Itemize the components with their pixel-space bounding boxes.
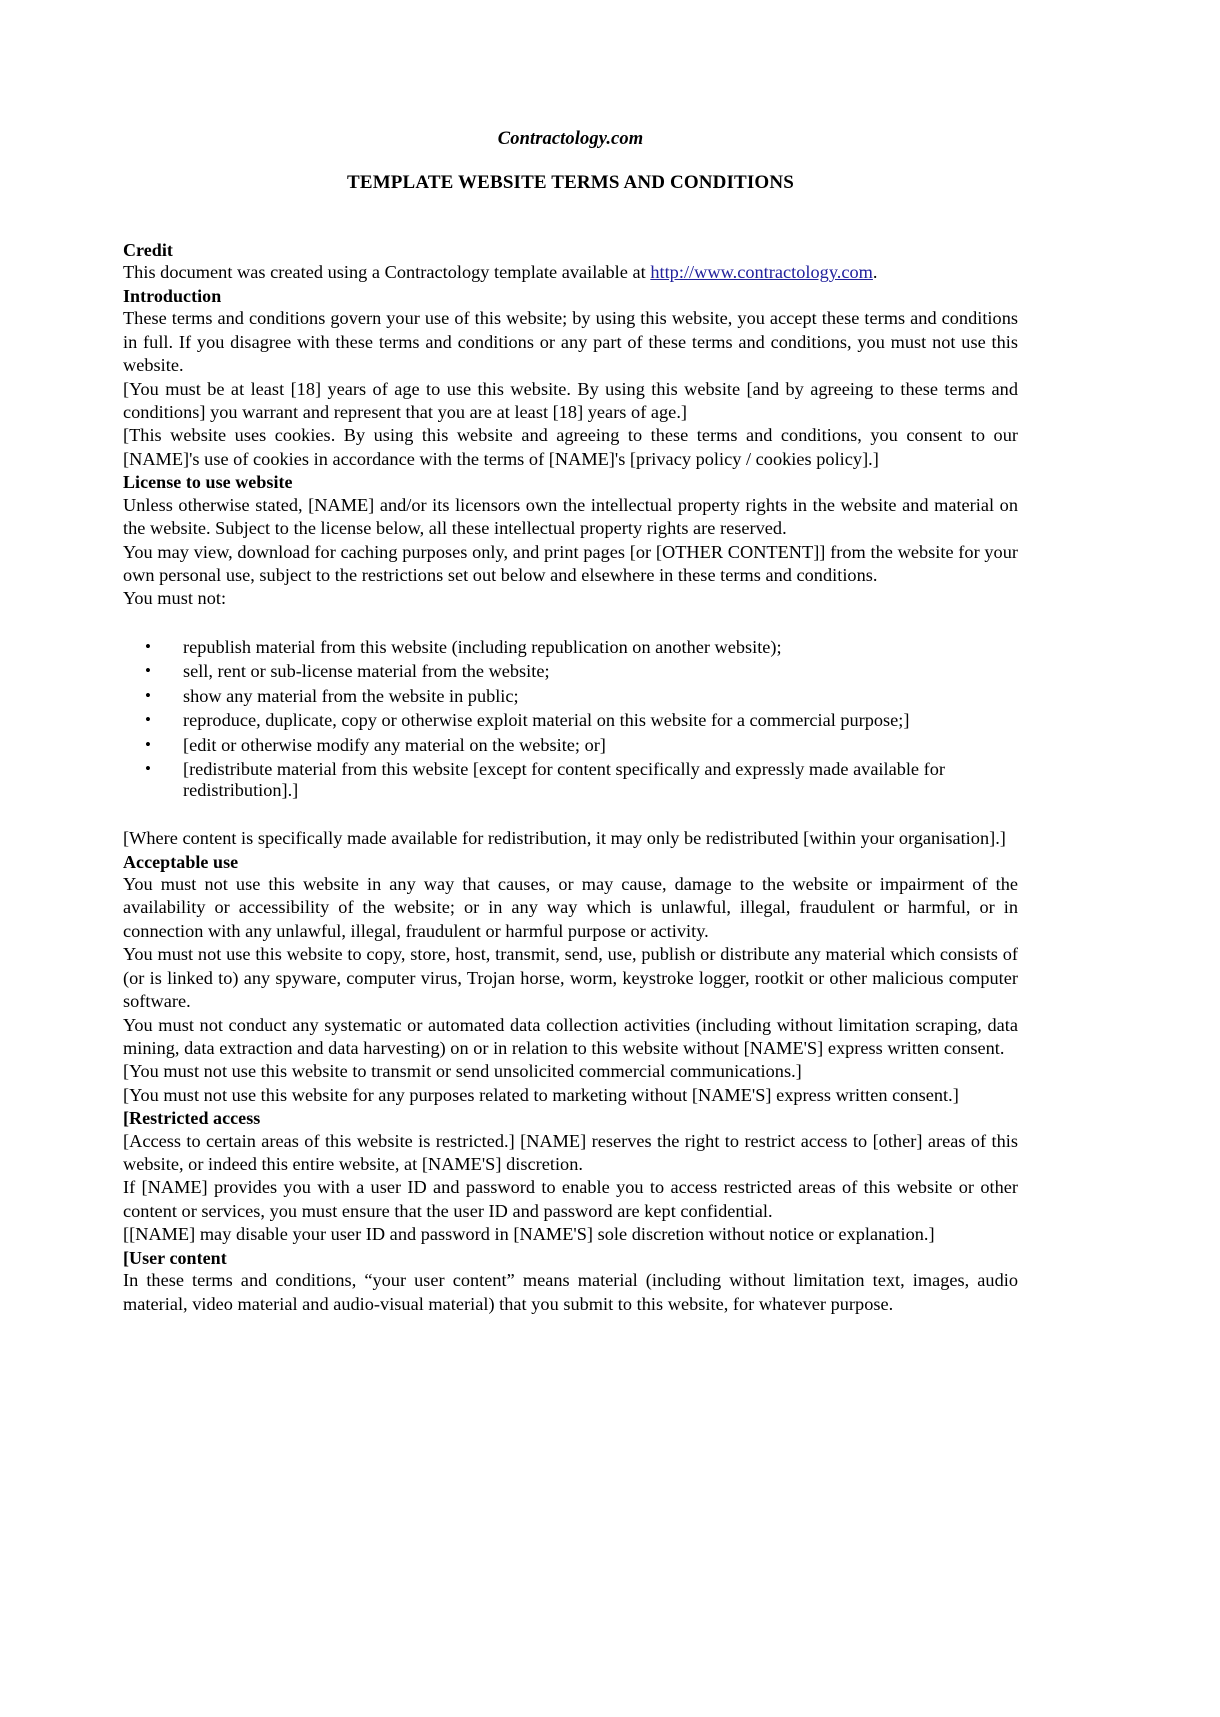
acceptable-use-paragraph-4: [You must not use this website to transmit or send unsolicited commercial communications.] (123, 1061, 802, 1082)
section-heading-introduction: Introduction (123, 285, 222, 306)
prohibited-uses-list (123, 637, 1018, 800)
list-item (123, 759, 1018, 800)
list-item (123, 686, 1018, 706)
bullet-icon: • (145, 734, 151, 754)
list-item (123, 735, 1018, 755)
restricted-access-paragraph-2: If [NAME] provides you with a user ID and password to enable you to access restricted areas of this website or other content or services, you must ensure that the user ID and password are kept confidential. (123, 1177, 1018, 1221)
section-heading-user-content: [User content (123, 1247, 227, 1268)
restricted-access-paragraph-3: [[NAME] may disable your user ID and password in [NAME'S] sole discretion without notice or explanation.] (123, 1224, 935, 1245)
license-paragraph-2: You may view, download for caching purposes only, and print pages [or [OTHER CONTENT]] from the website for your own personal use, subject to the restrictions set out below and elsewhere in these terms and conditions. (123, 541, 1018, 585)
list-item (123, 637, 1018, 657)
list-item (123, 710, 1018, 730)
list-item-label: sell, rent or sub-license material from the website; (183, 661, 550, 682)
credit-text-suffix: . (872, 262, 878, 283)
license-paragraph-3: You must not: (123, 588, 227, 609)
user-content-paragraph-1: In these terms and conditions, “your user content” means material (including without limitation text, images, audio material, video material and audio-visual material) that you submit to this website, for whatever purpose. (123, 1270, 1018, 1314)
list-item-label: [edit or otherwise modify any material on the website; or] (183, 734, 606, 755)
bullet-icon: • (145, 661, 151, 681)
bullet-icon: • (145, 710, 151, 730)
bullet-icon: • (145, 759, 151, 779)
bullet-icon: • (145, 636, 151, 656)
contractology-link[interactable]: http://www.contractology.com (650, 262, 873, 283)
section-heading-acceptable-use: Acceptable use (123, 851, 239, 872)
credit-paragraph (123, 261, 1018, 284)
license-paragraph-4: [Where content is specifically made available for redistribution, it may only be redistributed [within your organisation].] (123, 828, 1006, 849)
bullet-icon: • (145, 685, 151, 705)
introduction-paragraph-3: [This website uses cookies. By using this website and agreeing to these terms and conditions, you consent to our [NAME]'s use of cookies in accordance with the terms of [NAME]'s [privacy policy / cookies policy].] (123, 425, 1018, 469)
list-item-label: republish material from this website (including republication on another website); (183, 636, 782, 657)
page-title: TEMPLATE WEBSITE TERMS AND CONDITIONS (347, 172, 794, 194)
section-heading-credit: Credit (123, 239, 173, 260)
list-item (123, 661, 1018, 681)
list-item-label: [redistribute material from this website [except for content specifically and expressly made available for redistribution].] (183, 759, 945, 800)
section-heading-restricted-access: [Restricted access (123, 1108, 261, 1129)
acceptable-use-paragraph-2: You must not use this website to copy, store, host, transmit, send, use, publish or distribute any material which consists of (or is linked to) any spyware, computer virus, Trojan horse, worm, keystroke logger, rootkit or other malicious computer software. (123, 944, 1018, 1012)
acceptable-use-paragraph-1: You must not use this website in any way that causes, or may cause, damage to the website or impairment of the availability or accessibility of the website; or in any way which is unlawful, illegal, fraudulent or harmful, or in connection with any unlawful, illegal, fraudulent or harmful purpose or activity. (123, 874, 1018, 941)
section-heading-license: License to use website (123, 472, 293, 493)
introduction-paragraph-2: [You must be at least [18] years of age to use this website. By using this website [and by agreeing to these terms and conditions] you warrant and represent that you are at least [18] years of age.] (123, 378, 1018, 423)
license-paragraph-1: Unless otherwise stated, [NAME] and/or its licensors own the intellectual property rights in the website and material on the website. Subject to the license below, all these intellectual property rights are reserved. (123, 494, 1018, 539)
acceptable-use-paragraph-5: [You must not use this website for any purposes related to marketing without [NAME'S] express written consent.] (123, 1084, 959, 1105)
list-item-label: reproduce, duplicate, copy or otherwise exploit material on this website for a commercial purpose;] (183, 710, 910, 731)
restricted-access-paragraph-1: [Access to certain areas of this website is restricted.] [NAME] reserves the right to restrict access to [other] areas of this website, or indeed this entire website, at [NAME'S] discretion. (123, 1130, 1018, 1175)
acceptable-use-paragraph-3: You must not conduct any systematic or automated data collection activities (including without limitation scraping, data mining, data extraction and data harvesting) on or in relation to this website without [NAME'S] express written consent. (123, 1014, 1018, 1058)
list-item-label: show any material from the website in public; (183, 685, 519, 706)
document-brand: Contractology.com (497, 129, 644, 149)
introduction-paragraph-1: These terms and conditions govern your use of this website; by using this website, you accept these terms and conditions in full. If you disagree with these terms and conditions or any part of these terms and conditions, you must not use this website. (123, 308, 1018, 376)
document-body (123, 0, 1018, 1316)
credit-text-prefix: This document was created using a Contractology template available at (123, 262, 651, 283)
